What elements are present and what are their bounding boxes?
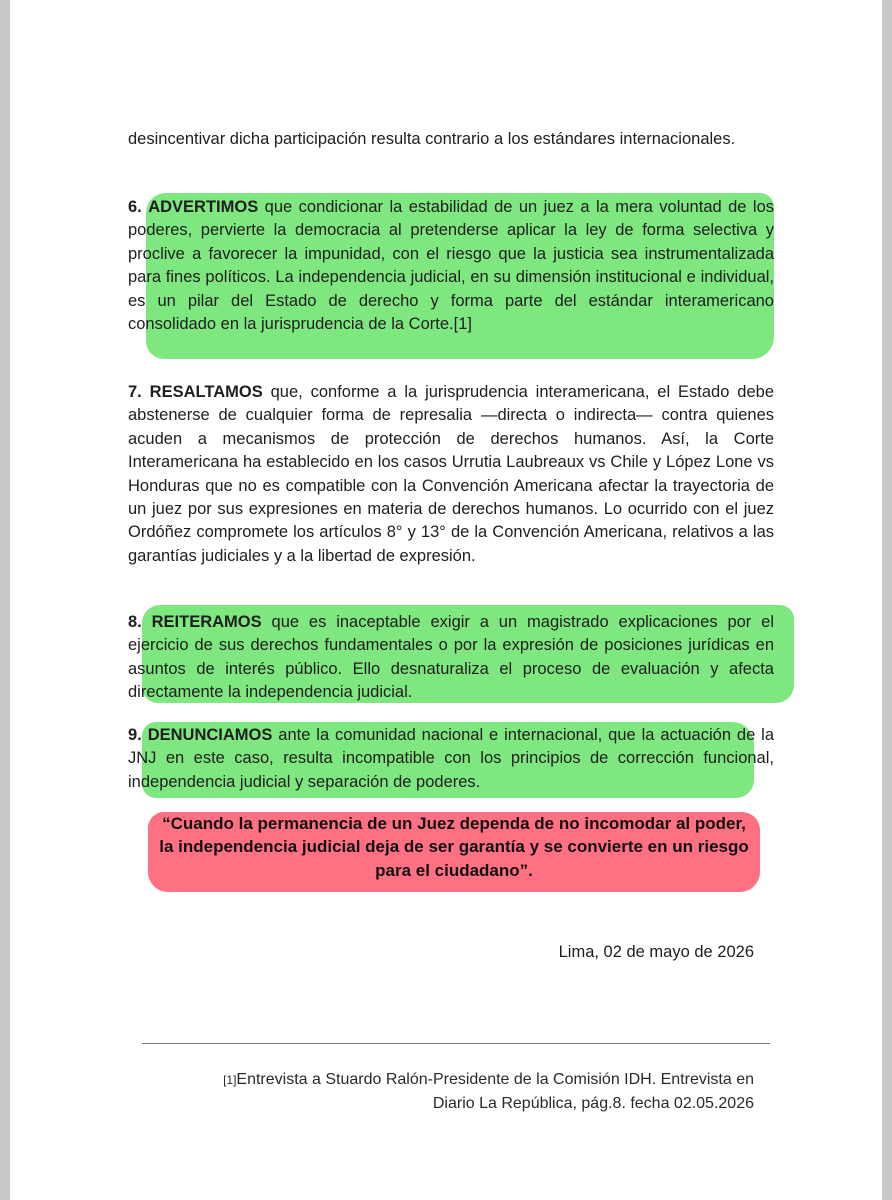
intro-paragraph [128,128,774,151]
item-6-paragraph [128,196,774,336]
item-6-number: 6. [128,198,142,216]
closing-quote [128,812,780,882]
item-8-number: 8. [128,613,142,631]
footnote-line-1 [114,1068,754,1092]
item-7-paragraph [128,381,774,568]
footnote-reference-link[interactable]: [1] [453,315,472,334]
quote-line-2: la independencia judicial deja de ser garantía y se convierte en un riesgo [159,837,749,857]
footnote-line-2: Diario La República, pág.8. fecha 02.05.2026 [432,1095,754,1112]
item-9-number: 9. [128,726,142,744]
item-8-verb: REITERAMOS [151,613,262,631]
item-7-number: 7. [128,383,142,401]
item-8-paragraph [128,611,774,705]
footnote [114,1068,754,1115]
item-9-text: ante la comunidad nacional e internacional, que la actuación de la JNJ en este caso, resulta incompatible con los principios de corrección funcional, independencia judicial y separación de poderes. [128,726,774,791]
document-date: Lima, 02 de mayo de 2026 [558,943,754,961]
item-6-verb: ADVERTIMOS [148,198,259,216]
item-9-verb: DENUNCIAMOS [147,726,273,744]
footnote-divider [142,1043,770,1044]
item-8-text: que es inaceptable exigir a un magistrado explicaciones por el ejercicio de sus derechos fundamentales o por la expresión de posiciones jurídicas en asuntos de interés público. Ello desnaturaliza el proceso de evaluación y afecta directamente la independencia judicial. [128,613,774,702]
footnote-text-1: Entrevista a Stuardo Ralón-Presidente de la Comisión IDH. Entrevista en [236,1071,754,1088]
item-7-text: que, conforme a la jurisprudencia interamericana, el Estado debe abstenerse de cualquier forma de represalia —directa o indirecta— contra quienes acuden a mecanismos de protección de derechos humanos. Así, la Corte Interamericana ha establecido en los casos Urrutia Laubreaux vs Chile y López Lone vs Honduras que no es compatible con la Convención Americana afectar la trayectoria de un juez por sus expresiones en materia de derechos humanos. Lo ocurrido con el juez Ordóñez compromete los artículos 8° y 13° de la Convención Americana, relativos a las garantías judiciales y a la libertad de expresión. [128,383,774,565]
document-page [10,0,882,1200]
item-9-paragraph [128,724,774,794]
footnote-mark[interactable]: [1] [223,1073,237,1087]
quote-line-1: “Cuando la permanencia de un Juez dependa de no incomodar al poder, [162,814,746,833]
quote-line-3: para el ciudadano”. [375,860,533,880]
intro-text: desincentivar dicha participación resulta contrario a los estándares internacionales. [128,130,736,148]
item-7-verb: RESALTAMOS [149,383,263,401]
item-6-text: que condicionar la estabilidad de un juez a la mera voluntad de los poderes, pervierte la democracia al pretenderse aplicar la ley de forma selectiva y proclive a favorecer la impunidad, con el riesgo que la justicia sea instrumentalizada para fines políticos. La independencia judicial, en su dimensión institucional e individual, es un pilar del Estado de derecho y forma parte del estándar interamericano consolidado en la jurisprudencia de la Corte. [128,198,774,334]
